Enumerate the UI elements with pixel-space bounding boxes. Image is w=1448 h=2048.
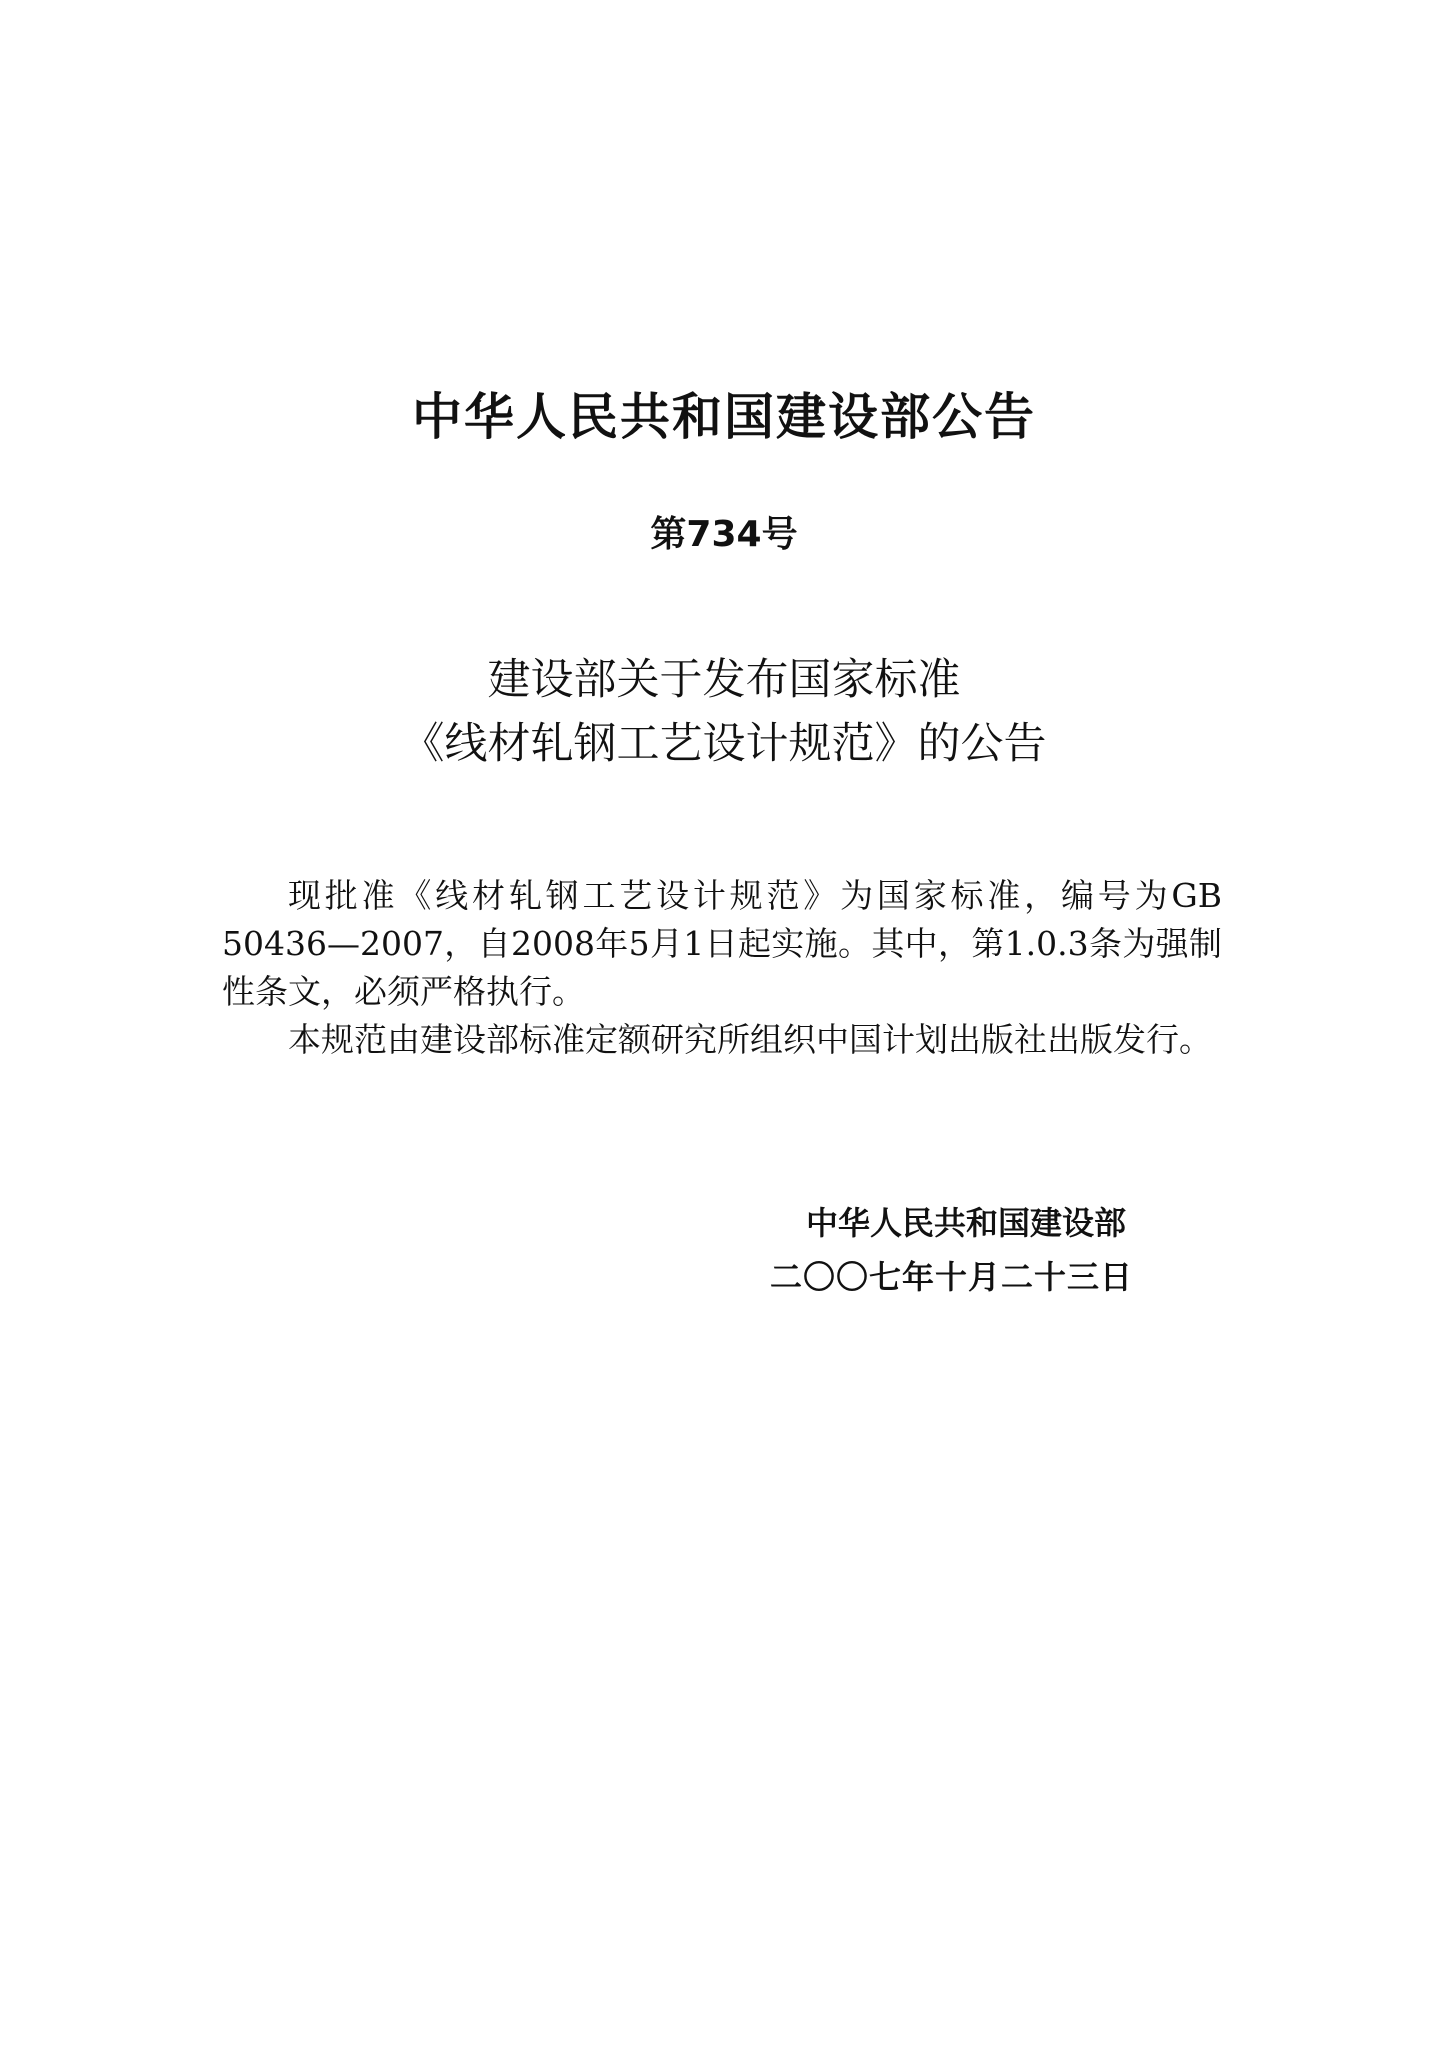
subject-line-1: 建设部关于发布国家标准 xyxy=(487,655,961,705)
signature-date: 二〇〇七年十月二十三日 xyxy=(770,1258,1134,1296)
announcement-number: 第734号 xyxy=(650,514,798,555)
announcement-subject xyxy=(0,648,1448,776)
body-paragraph-1: 现批准《线材轧钢工艺设计规范》为国家标准，编号为GB 50436—2007，自2008年5月1日起实施。其中，第1.0.3条为强制性条文，必须严格执行。 xyxy=(222,876,1222,1011)
announcement-title: 中华人民共和国建设部公告 xyxy=(412,388,1036,446)
announcement-body xyxy=(222,872,1222,1064)
signature-issuer: 中华人民共和国建设部 xyxy=(806,1204,1127,1242)
body-paragraph-2: 本规范由建设部标准定额研究所组织中国计划出版社出版发行。 xyxy=(288,1020,1212,1059)
subject-line-2: 《线材轧钢工艺设计规范》的公告 xyxy=(401,719,1047,769)
signature-block xyxy=(770,1196,1190,1304)
